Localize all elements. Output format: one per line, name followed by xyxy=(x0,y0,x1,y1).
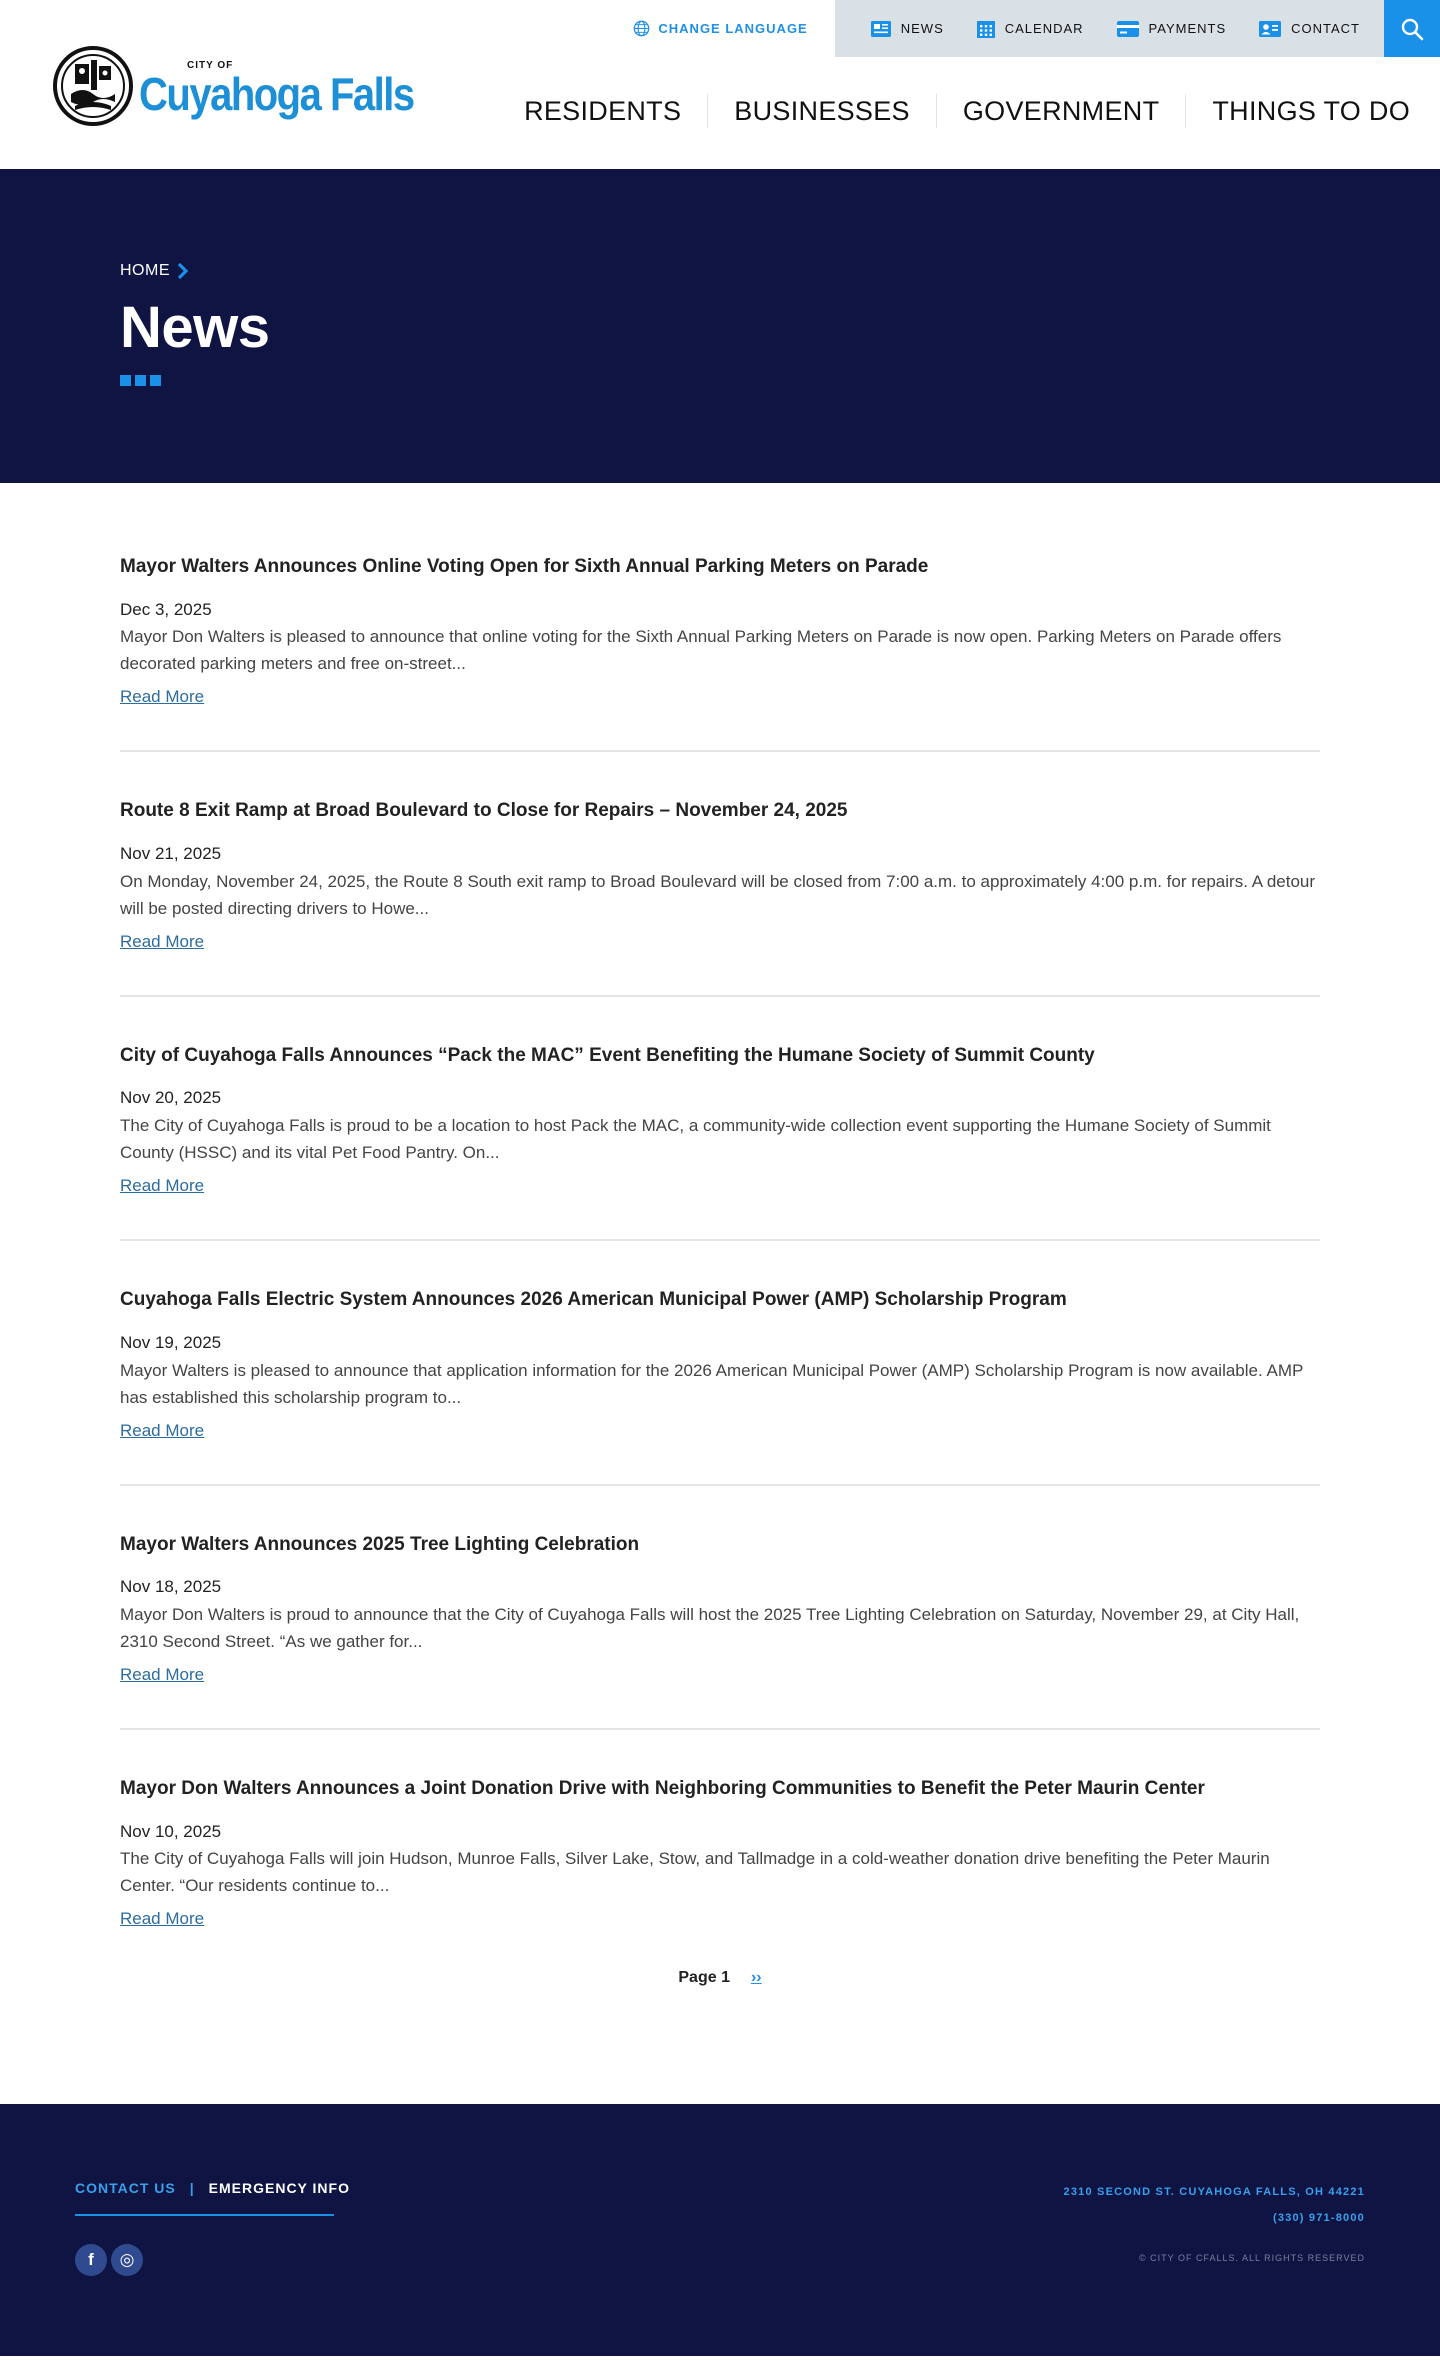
news-article xyxy=(120,1532,1320,1730)
article-title[interactable]: Mayor Walters Announces Online Voting Open for Sixth Annual Parking Meters on Parade xyxy=(120,556,929,577)
utility-link-calendar[interactable] xyxy=(976,19,1084,39)
article-title[interactable]: Route 8 Exit Ramp at Broad Boulevard to Close for Repairs – November 24, 2025 xyxy=(120,800,848,822)
change-language-link[interactable] xyxy=(633,0,834,57)
read-more-link[interactable]: Read More xyxy=(120,1420,205,1440)
instagram-icon[interactable]: ◎ xyxy=(111,2244,143,2276)
article-excerpt: Mayor Walters is pleased to announce that application information for the 2026 American Municipal Power (AMP) Scholarship Program is now available. AMP has established this scholarship program to... xyxy=(120,1360,1304,1407)
article-date: Dec 3, 2025 xyxy=(120,599,212,619)
logo-main-text: Cuyahoga Falls xyxy=(139,69,414,120)
article-excerpt: Mayor Don Walters is pleased to announce that online voting for the Sixth Annual Parking Meters on Parade is now open. Parking Meters on Parade offers decorated parking meters and free on-street... xyxy=(120,627,1282,674)
footer-contact-link[interactable]: CONTACT US xyxy=(75,2180,176,2197)
credit-card-icon xyxy=(1116,20,1140,38)
search-icon xyxy=(1400,17,1424,41)
footer-underline xyxy=(75,2214,334,2216)
nav-things-to-do[interactable]: THINGS TO DO xyxy=(1212,95,1410,126)
article-date: Nov 19, 2025 xyxy=(120,1332,222,1352)
news-article xyxy=(120,554,1320,752)
footer-links xyxy=(75,2180,350,2196)
article-excerpt: Mayor Don Walters is proud to announce that the City of Cuyahoga Falls will host the 2025 Tree Lighting Celebration on Saturday, November 29, at City Hall, 2310 Second Street. “As we gather for... xyxy=(120,1604,1300,1651)
article-excerpt: On Monday, November 24, 2025, the Route 8 South exit ramp to Broad Boulevard will be closed from 7:00 a.m. to approximately 4:00 p.m. for repairs. A detour will be posted directing drivers to Howe... xyxy=(120,871,1316,918)
read-more-link[interactable]: Read More xyxy=(120,931,205,951)
site-footer xyxy=(0,2104,1440,2356)
read-more-link[interactable]: Read More xyxy=(120,1176,205,1196)
utility-link-news-label: NEWS xyxy=(900,21,944,36)
article-date: Nov 21, 2025 xyxy=(120,843,222,863)
chevron-right-icon xyxy=(177,263,189,279)
utility-links xyxy=(835,0,1384,57)
change-language-label: CHANGE LANGUAGE xyxy=(658,21,808,36)
contact-card-icon xyxy=(1258,20,1282,38)
article-excerpt: The City of Cuyahoga Falls is proud to be a location to host Pack the MAC, a community-wide collection event supporting the Humane Society of Summit County (HSSC) and its vital Pet Food Pantry. On... xyxy=(120,1116,1271,1163)
logo-small-text: CITY OF xyxy=(187,59,234,71)
search-button[interactable] xyxy=(1384,0,1440,57)
page-title: News xyxy=(120,295,270,360)
utility-link-contact[interactable] xyxy=(1258,20,1360,38)
article-title[interactable]: Cuyahoga Falls Electric System Announces 2026 American Municipal Power (AMP) Scholarship Program xyxy=(120,1289,1067,1311)
read-more-link[interactable]: Read More xyxy=(120,1664,205,1684)
pagination-next-link[interactable]: ›› xyxy=(750,1969,762,1987)
facebook-icon[interactable]: f xyxy=(75,2244,107,2276)
footer-phone[interactable]: (330) 971-8000 xyxy=(1272,2212,1365,2225)
social-links xyxy=(75,2244,143,2276)
utility-link-news[interactable] xyxy=(870,20,944,38)
news-article xyxy=(120,798,1320,996)
footer-address[interactable]: 2310 SECOND ST. CUYAHOGA FALLS, OH 44221 xyxy=(1063,2186,1365,2199)
globe-icon xyxy=(633,20,650,37)
nav-government[interactable]: GOVERNMENT xyxy=(962,95,1160,126)
article-title[interactable]: Mayor Walters Announces 2025 Tree Lighting Celebration xyxy=(120,1533,640,1555)
news-article xyxy=(120,1287,1320,1485)
footer-copyright: © CITY OF CFALLS. ALL RIGHTS RESERVED xyxy=(1138,2253,1365,2264)
calendar-icon xyxy=(976,19,996,39)
news-article xyxy=(120,1043,1320,1241)
title-decoration xyxy=(120,375,1440,386)
article-excerpt: The City of Cuyahoga Falls will join Hudson, Munroe Falls, Silver Lake, Stow, and Tallmadge in a cold-weather donation drive benefiting the Peter Maurin Center. “Our residents continue to... xyxy=(120,1849,1270,1896)
nav-residents[interactable]: RESIDENTS xyxy=(524,95,682,126)
news-article xyxy=(120,1776,1320,1953)
news-list xyxy=(0,483,1440,1987)
pagination-current: Page 1 xyxy=(678,1969,730,1987)
footer-contact-info xyxy=(1064,2179,1366,2263)
utility-link-payments-label: PAYMENTS xyxy=(1148,21,1227,36)
site-header xyxy=(0,0,1440,169)
news-icon xyxy=(870,20,892,38)
utility-link-payments[interactable] xyxy=(1116,20,1227,38)
read-more-link[interactable]: Read More xyxy=(120,687,205,707)
main-nav xyxy=(498,94,1410,128)
utility-bar xyxy=(633,0,1440,57)
pagination xyxy=(120,1969,1320,1987)
nav-businesses[interactable]: BUSINESSES xyxy=(734,95,910,126)
breadcrumb-home[interactable] xyxy=(120,262,1440,280)
article-title[interactable]: City of Cuyahoga Falls Announces “Pack the MAC” Event Benefiting the Humane Society of Summit County xyxy=(120,1044,1095,1066)
footer-emergency-link[interactable]: EMERGENCY INFO xyxy=(208,2180,350,2197)
article-date: Nov 20, 2025 xyxy=(120,1088,222,1108)
city-seal-icon xyxy=(53,46,133,126)
article-date: Nov 10, 2025 xyxy=(120,1821,222,1841)
footer-link-divider: | xyxy=(189,2180,195,2197)
read-more-link[interactable]: Read More xyxy=(120,1909,205,1929)
utility-link-contact-label: CONTACT xyxy=(1291,21,1360,36)
article-title[interactable]: Mayor Don Walters Announces a Joint Donation Drive with Neighboring Communities to Benefit the Peter Maurin Center xyxy=(120,1777,1205,1799)
article-date: Nov 18, 2025 xyxy=(120,1577,222,1597)
site-logo[interactable] xyxy=(53,46,414,126)
utility-link-calendar-label: CALENDAR xyxy=(1004,21,1084,36)
page-hero xyxy=(0,169,1440,483)
breadcrumb-home-label: HOME xyxy=(120,262,170,279)
